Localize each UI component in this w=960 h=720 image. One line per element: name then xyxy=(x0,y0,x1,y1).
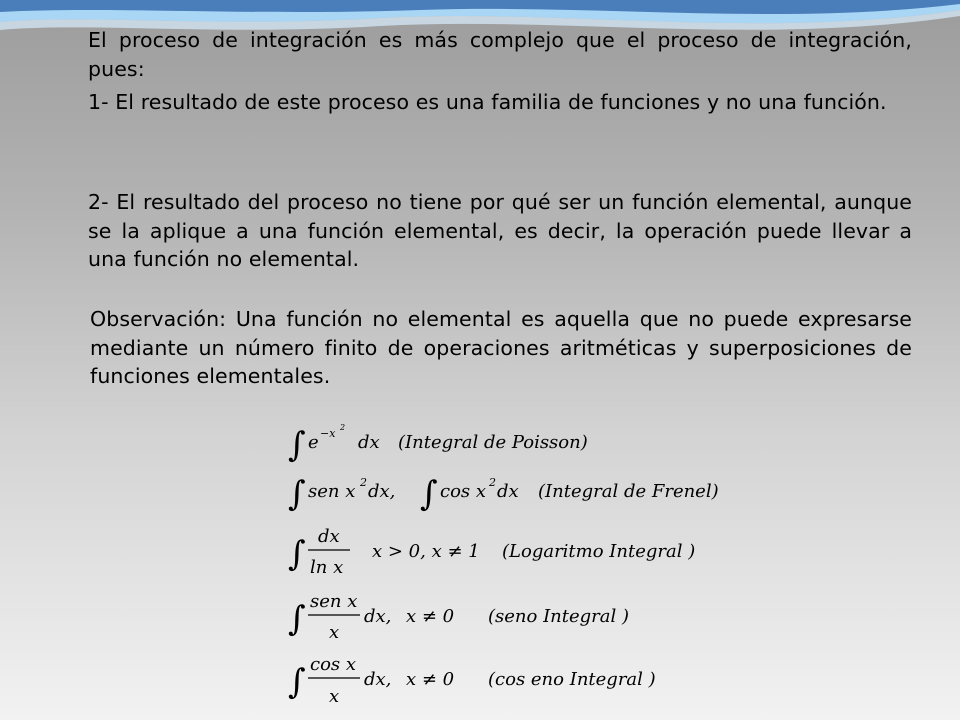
integral-sign-2a: ∫ xyxy=(288,474,306,514)
f5-numerator: cos x xyxy=(310,654,357,675)
intro-paragraph: El proceso de integración es más complejo que el proceso de integración, pues: xyxy=(88,28,912,81)
f1-base: e xyxy=(308,432,319,453)
f1-exponent: −x xyxy=(320,427,336,440)
observation-paragraph: Observación: Una función no elemental es aquella que no puede expresarse mediante un número finito de operaciones aritméticas y superposiciones de funciones elementales. xyxy=(90,307,912,388)
f1-exponent-power: 2 xyxy=(340,423,346,432)
f4-denominator: x xyxy=(329,622,340,643)
f4-numerator: sen x xyxy=(310,591,358,612)
f2-cos: cos x xyxy=(440,481,487,502)
integral-sign-1: ∫ xyxy=(288,425,306,465)
formula-sine-integral xyxy=(288,591,629,643)
f5-denominator: x xyxy=(329,686,340,707)
f4-label: (seno Integral ) xyxy=(488,606,630,627)
f1-dx: dx xyxy=(358,432,380,453)
f4-dx: dx, xyxy=(364,606,392,627)
integral-examples xyxy=(280,415,800,715)
formula-poisson xyxy=(288,423,588,465)
integral-sign-2b: ∫ xyxy=(420,474,438,514)
f4-condition: x ≠ 0 xyxy=(406,606,455,627)
f2-sen: sen x xyxy=(308,481,356,502)
formula-frenel xyxy=(288,474,719,514)
formula-log-integral xyxy=(288,526,695,578)
point-one-paragraph: 1- El resultado de este proceso es una familia de funciones y no una función. xyxy=(88,90,887,114)
f2-sen-power: 2 xyxy=(360,476,367,489)
f2-label: (Integral de Frenel) xyxy=(538,481,719,502)
integral-sign-4: ∫ xyxy=(288,599,306,639)
formula-cosine-integral xyxy=(288,654,656,707)
f3-label: (Logaritmo Integral ) xyxy=(502,541,696,562)
integral-sign-5: ∫ xyxy=(288,662,306,702)
f5-label: (cos eno Integral ) xyxy=(488,669,656,690)
f3-numerator: dx xyxy=(318,526,340,547)
f1-label: (Integral de Poisson) xyxy=(398,432,588,453)
f2-sen-dx: dx, xyxy=(368,481,396,502)
f5-dx: dx, xyxy=(364,669,392,690)
f3-denominator: ln x xyxy=(310,557,344,578)
f5-condition: x ≠ 0 xyxy=(406,669,455,690)
f3-condition: x > 0, x ≠ 1 xyxy=(372,541,480,562)
f2-cos-dx: dx xyxy=(497,481,519,502)
f2-cos-power: 2 xyxy=(489,476,496,489)
point-two-paragraph: 2- El resultado del proceso no tiene por qué ser un función elemental, aunque se la aplique a una función elemental, es decir, la operación puede llevar a una función no elemental. xyxy=(88,190,912,271)
integral-sign-3: ∫ xyxy=(288,534,306,574)
